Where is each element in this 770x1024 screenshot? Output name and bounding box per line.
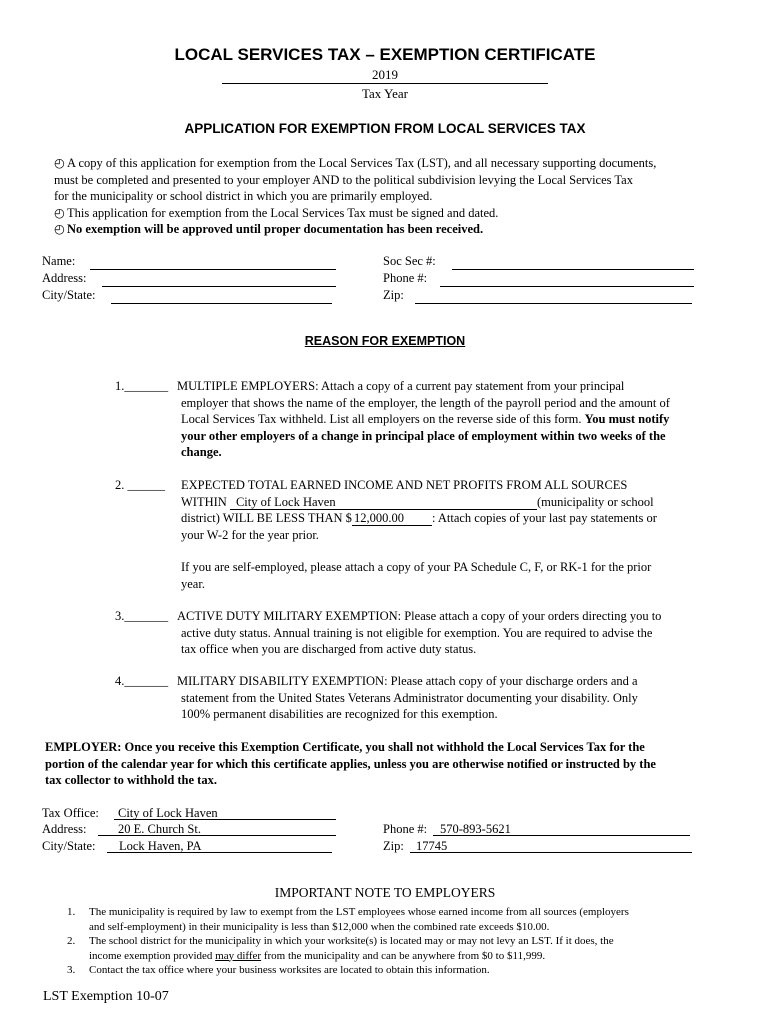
tax-office-zip-field[interactable]: 17745 (410, 840, 692, 853)
reason-income-limit: 2. ______ EXPECTED TOTAL EARNED INCOME AND NET PROFITS FROM ALL SOURCES WITHIN City of Lock Haven (municipality or school district) WILL BE LESS THAN $ 12,000.00 : Attach copies of your last pay statements or your W-2 for the year prior. If you are self-employed, please attach a copy of your PA Schedule C, F, or RK-1 for the prior year. (115, 478, 657, 591)
employer-notes-list (64, 905, 744, 978)
tax-office-address-label: Address: (42, 822, 87, 836)
tax-office-label: Tax Office: (42, 806, 99, 820)
soc-sec-label: Soc Sec #: (383, 254, 436, 268)
intro-instructions: ◴ A copy of this application for exemption from the Local Services Tax (LST), and all necessary supporting documents, must be completed and presented to your employer AND to the political subdivision levying the Local Services Tax for the municipality or school district in which you are primarily employed. ◴ This application for exemption from the Local Services Tax must be signed and dated. ◴ No exemption will be approved until proper documentation has been received. (54, 156, 657, 236)
tax-office-phone-field[interactable]: 570-893-5621 (433, 823, 690, 836)
income-amount-field[interactable]: 12,000.00 (352, 512, 432, 526)
important-note-title: IMPORTANT NOTE TO EMPLOYERS (274, 885, 496, 900)
list-item: 3. Contact the tax office where your business worksites are located to obtain this information. (67, 964, 490, 976)
employer-notice: EMPLOYER: Once you receive this Exemption Certificate, you shall not withhold the Local Services Tax for the portion of the calendar year for which this certificate applies, unless you are otherwise notified or instructed by the tax collector to withhold the tax. (45, 740, 656, 787)
tax-office-field[interactable]: City of Lock Haven (114, 807, 336, 820)
reason-title: REASON FOR EXEMPTION (304, 334, 466, 348)
address-label: Address: (42, 271, 87, 285)
phone-label: Phone #: (383, 271, 428, 285)
soc-sec-field[interactable] (452, 256, 694, 270)
phone-field[interactable] (440, 273, 694, 287)
page-title: LOCAL SERVICES TAX – EXEMPTION CERTIFICATE (174, 45, 596, 64)
address-field[interactable] (102, 273, 336, 287)
clock-icon: ◴ (54, 222, 65, 236)
tax-office-citystate-field[interactable]: Lock Haven, PA (107, 840, 332, 853)
reason-military-disability: 4._______ MILITARY DISABILITY EXEMPTION: Please attach copy of your discharge orders and a statement from the United States Veterans Administrator documenting your disability. Only 100% permanent disabilities are recognized for this exemption. (115, 674, 638, 721)
list-item: 2. The school district for the municipality in which your worksite(s) is located may or may not levy an LST. If it does, the income exemption provided may differ from the municipality and can be anywhere from $0 to $11,999. (67, 935, 614, 962)
tax-office-zip-label: Zip: (383, 839, 404, 853)
zip-field[interactable] (415, 290, 692, 304)
clock-icon: ◴ (54, 205, 65, 220)
list-item: 1. The municipality is required by law to exempt from the LST employees whose earned income from all sources (employers and self-employment) in their municipality is less than $12,000 when the combined rate exceeds $10.00. (67, 906, 629, 933)
name-field[interactable] (90, 256, 336, 270)
tax-year-field[interactable]: 2019 (222, 67, 548, 84)
application-subtitle: APPLICATION FOR EXEMPTION FROM LOCAL SERVICES TAX (184, 121, 586, 136)
reason-2-checkbox[interactable]: 2. ______ (115, 478, 165, 492)
name-label: Name: (42, 254, 76, 268)
municipality-field[interactable]: City of Lock Haven (230, 496, 537, 510)
clock-icon: ◴ (54, 156, 65, 170)
zip-label: Zip: (383, 288, 404, 302)
reason-3-checkbox[interactable]: 3._______ (115, 609, 169, 623)
tax-office-citystate-label: City/State: (42, 839, 96, 853)
form-footer: LST Exemption 10-07 (43, 989, 169, 1004)
reason-1-checkbox[interactable]: 1._______ (115, 379, 169, 393)
reason-4-checkbox[interactable]: 4._______ (115, 674, 169, 688)
tax-office-phone-label: Phone #: (383, 822, 428, 836)
reason-active-duty: 3._______ ACTIVE DUTY MILITARY EXEMPTION: Please attach a copy of your orders directing you to active duty status. Annual training is not eligible for exemption. You are required to advise the tax office when you are discharged from active duty status. (115, 609, 662, 656)
tax-office-address-field[interactable]: 20 E. Church St. (98, 823, 336, 836)
reason-multiple-employers: 1._______ MULTIPLE EMPLOYERS: Attach a copy of a current pay statement from your principal employer that shows the name of the employer, the length of the payroll period and the amount of Local Services Tax withheld. List all employers on the reverse side of this form. You must notify your other employers of a change in principal place of employment within two weeks of the change. (115, 379, 670, 459)
citystate-field[interactable] (111, 290, 332, 304)
tax-year-label: Tax Year (361, 86, 409, 101)
citystate-label: City/State: (42, 288, 96, 302)
